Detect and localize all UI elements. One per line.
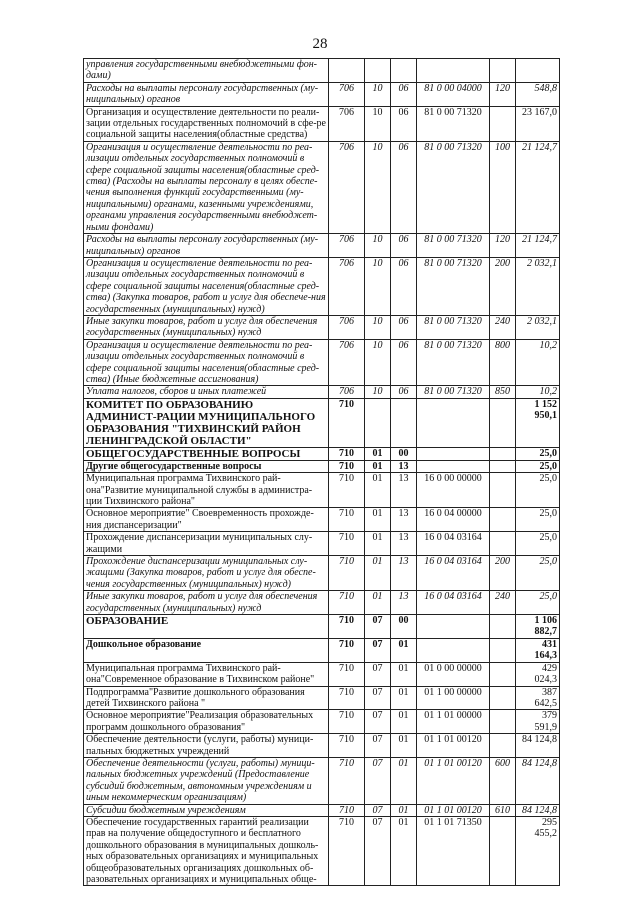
section-code: 10 xyxy=(365,339,391,386)
ministry-code: 710 xyxy=(329,686,365,710)
amount: 23 167,0 xyxy=(516,106,560,141)
subsection-code xyxy=(391,398,417,447)
ministry-code: 710 xyxy=(329,638,365,662)
ministry-code: 710 xyxy=(329,532,365,556)
target-article-code: 01 1 00 00000 xyxy=(417,686,490,710)
table-row xyxy=(84,447,560,460)
row-name: Обеспечение деятельности (услуги, работы) муници-пальных бюджетных учреждений (Предоставление субсидий бюджетным, автономным учреждениям и иным некоммерческим организациям) xyxy=(84,757,329,804)
amount: 25,0 xyxy=(516,591,560,615)
ministry-code: 710 xyxy=(329,816,365,885)
target-article-code: 81 0 00 71320 xyxy=(417,234,490,258)
expense-type-code: 240 xyxy=(490,315,516,339)
amount: 2 032,1 xyxy=(516,315,560,339)
table-row xyxy=(84,59,560,83)
subsection-code: 01 xyxy=(391,734,417,758)
ministry-code: 710 xyxy=(329,473,365,508)
table-row xyxy=(84,532,560,556)
amount: 548,8 xyxy=(516,82,560,106)
table-row xyxy=(84,591,560,615)
subsection-code: 06 xyxy=(391,257,417,315)
ministry-code: 710 xyxy=(329,447,365,460)
section-code: 10 xyxy=(365,257,391,315)
target-article-code: 81 0 00 71320 xyxy=(417,141,490,233)
target-article-code: 16 0 00 00000 xyxy=(417,473,490,508)
subsection-code: 06 xyxy=(391,234,417,258)
ministry-code: 706 xyxy=(329,315,365,339)
target-article-code xyxy=(417,460,490,472)
subsection-code: 00 xyxy=(391,615,417,639)
ministry-code: 710 xyxy=(329,460,365,472)
subsection-code: 13 xyxy=(391,591,417,615)
ministry-code: 706 xyxy=(329,386,365,398)
target-article-code: 81 0 00 04000 xyxy=(417,82,490,106)
table-row xyxy=(84,473,560,508)
target-article-code: 16 0 04 00000 xyxy=(417,508,490,532)
row-name: Организация и осуществление деятельности по реа-лизации отдельных государственных полномочий в сфере социальной защиты населения(областные сред-ства) (Закупка товаров, работ и услуг для обеспече-ния государственных (муниципальных) нужд) xyxy=(84,257,329,315)
expense-type-code: 120 xyxy=(490,234,516,258)
amount: 25,0 xyxy=(516,473,560,508)
subsection-code: 00 xyxy=(391,447,417,460)
row-name: Основное мероприятие"Реализация образовательных программ дошкольного образования" xyxy=(84,710,329,734)
subsection-code: 01 xyxy=(391,816,417,885)
amount: 21 124,7 xyxy=(516,141,560,233)
table-row xyxy=(84,508,560,532)
section-code: 10 xyxy=(365,82,391,106)
row-name: ОБРАЗОВАНИЕ xyxy=(84,615,329,639)
target-article-code: 16 0 04 03164 xyxy=(417,591,490,615)
expense-type-code: 800 xyxy=(490,339,516,386)
ministry-code: 710 xyxy=(329,508,365,532)
row-name: КОМИТЕТ ПО ОБРАЗОВАНИЮ АДМИНИСТ-РАЦИИ МУНИЦИПАЛЬНОГО ОБРАЗОВАНИЯ "ТИХВИНСКИЙ РАЙОН ЛЕНИНГРАДСКОЙ ОБЛАСТИ" xyxy=(84,398,329,447)
table-row xyxy=(84,734,560,758)
section-code: 07 xyxy=(365,686,391,710)
section-code: 01 xyxy=(365,460,391,472)
row-name: Обеспечение деятельности (услуги, работы) муници-пальных бюджетных учреждений xyxy=(84,734,329,758)
target-article-code: 81 0 00 71320 xyxy=(417,386,490,398)
section-code: 01 xyxy=(365,532,391,556)
budget-table xyxy=(83,58,560,886)
section-code: 07 xyxy=(365,816,391,885)
amount: 429 024,3 xyxy=(516,662,560,686)
target-article-code xyxy=(417,398,490,447)
table-row xyxy=(84,398,560,447)
target-article-code: 81 0 00 71320 xyxy=(417,339,490,386)
expense-type-code xyxy=(490,686,516,710)
table-row xyxy=(84,82,560,106)
ministry-code: 710 xyxy=(329,710,365,734)
ministry-code: 706 xyxy=(329,339,365,386)
target-article-code xyxy=(417,59,490,83)
subsection-code: 01 xyxy=(391,662,417,686)
table-row xyxy=(84,315,560,339)
subsection-code: 13 xyxy=(391,556,417,591)
section-code: 07 xyxy=(365,615,391,639)
subsection-code: 01 xyxy=(391,638,417,662)
expense-type-code xyxy=(490,662,516,686)
ministry-code: 706 xyxy=(329,257,365,315)
row-name: управления государственными внебюджетными фон-дами) xyxy=(84,59,329,83)
expense-type-code: 600 xyxy=(490,757,516,804)
target-article-code xyxy=(417,615,490,639)
expense-type-code xyxy=(490,106,516,141)
section-code: 07 xyxy=(365,710,391,734)
expense-type-code xyxy=(490,59,516,83)
section-code: 01 xyxy=(365,447,391,460)
row-name: Расходы на выплаты персоналу государственных (му-ниципальных) органов xyxy=(84,234,329,258)
table-row xyxy=(84,460,560,472)
page-number: 28 xyxy=(312,36,328,52)
amount: 84 124,8 xyxy=(516,757,560,804)
section-code: 10 xyxy=(365,106,391,141)
expense-type-code xyxy=(490,398,516,447)
subsection-code: 06 xyxy=(391,141,417,233)
table-row xyxy=(84,816,560,885)
section-code: 10 xyxy=(365,315,391,339)
row-name: Иные закупки товаров, работ и услуг для обеспечения государственных (муниципальных) нужд xyxy=(84,591,329,615)
amount: 10,2 xyxy=(516,339,560,386)
expense-type-code xyxy=(490,615,516,639)
row-name: Прохождение диспансеризации муниципальных слу-жащими xyxy=(84,532,329,556)
subsection-code: 06 xyxy=(391,82,417,106)
subsection-code: 01 xyxy=(391,710,417,734)
ministry-code: 706 xyxy=(329,234,365,258)
ministry-code: 710 xyxy=(329,804,365,816)
target-article-code xyxy=(417,447,490,460)
target-article-code: 01 0 00 00000 xyxy=(417,662,490,686)
ministry-code: 710 xyxy=(329,734,365,758)
target-article-code: 01 1 01 71350 xyxy=(417,816,490,885)
amount: 25,0 xyxy=(516,556,560,591)
section-code: 01 xyxy=(365,556,391,591)
amount: 25,0 xyxy=(516,447,560,460)
subsection-code: 13 xyxy=(391,473,417,508)
table-row xyxy=(84,257,560,315)
amount: 84 124,8 xyxy=(516,734,560,758)
expense-type-code xyxy=(490,460,516,472)
subsection-code: 01 xyxy=(391,804,417,816)
subsection-code: 06 xyxy=(391,106,417,141)
section-code: 01 xyxy=(365,591,391,615)
section-code: 01 xyxy=(365,473,391,508)
amount: 379 591,9 xyxy=(516,710,560,734)
ministry-code: 706 xyxy=(329,106,365,141)
expense-type-code xyxy=(490,473,516,508)
expense-type-code xyxy=(490,734,516,758)
section-code: 07 xyxy=(365,734,391,758)
ministry-code: 710 xyxy=(329,556,365,591)
row-name: Другие общегосударственные вопросы xyxy=(84,460,329,472)
amount: 1 106 882,7 xyxy=(516,615,560,639)
expense-type-code xyxy=(490,710,516,734)
row-name: Основное мероприятие" Своевременность прохожде-ния диспансеризации" xyxy=(84,508,329,532)
row-name: ОБЩЕГОСУДАРСТВЕННЫЕ ВОПРОСЫ xyxy=(84,447,329,460)
subsection-code: 01 xyxy=(391,757,417,804)
section-code: 07 xyxy=(365,662,391,686)
ministry-code: 710 xyxy=(329,662,365,686)
amount: 387 642,5 xyxy=(516,686,560,710)
amount: 2 032,1 xyxy=(516,257,560,315)
ministry-code: 710 xyxy=(329,398,365,447)
row-name: Организация и осуществление деятельности по реа-лизации отдельных государственных полномочий в сфере социальной защиты населения(областные сред-ства) (Иные бюджетные ассигнования) xyxy=(84,339,329,386)
table-row xyxy=(84,710,560,734)
section-code xyxy=(365,59,391,83)
amount: 21 124,7 xyxy=(516,234,560,258)
target-article-code: 81 0 00 71320 xyxy=(417,315,490,339)
amount: 84 124,8 xyxy=(516,804,560,816)
section-code: 01 xyxy=(365,508,391,532)
row-name: Прохождение диспансеризации муниципальных слу-жащими (Закупка товаров, работ и услуг для обеспе-чения государственных (муниципальных) нужд) xyxy=(84,556,329,591)
subsection-code: 01 xyxy=(391,686,417,710)
target-article-code: 01 1 01 00120 xyxy=(417,757,490,804)
table-row xyxy=(84,662,560,686)
expense-type-code: 100 xyxy=(490,141,516,233)
target-article-code: 81 0 00 71320 xyxy=(417,257,490,315)
target-article-code: 16 0 04 03164 xyxy=(417,556,490,591)
row-name: Подпрограмма"Развитие дошкольного образования детей Тихвинского района " xyxy=(84,686,329,710)
section-code: 07 xyxy=(365,804,391,816)
expense-type-code: 120 xyxy=(490,82,516,106)
section-code: 10 xyxy=(365,234,391,258)
row-name: Муниципальная программа Тихвинского рай-она"Современное образование в Тихвинском районе" xyxy=(84,662,329,686)
ministry-code xyxy=(329,59,365,83)
subsection-code: 06 xyxy=(391,315,417,339)
table-row xyxy=(84,556,560,591)
expense-type-code: 200 xyxy=(490,257,516,315)
section-code: 07 xyxy=(365,757,391,804)
row-name: Иные закупки товаров, работ и услуг для обеспечения государственных (муниципальных) нужд xyxy=(84,315,329,339)
target-article-code: 01 1 01 00120 xyxy=(417,734,490,758)
section-code: 07 xyxy=(365,638,391,662)
expense-type-code: 850 xyxy=(490,386,516,398)
table-row xyxy=(84,615,560,639)
expense-type-code xyxy=(490,508,516,532)
expense-type-code xyxy=(490,816,516,885)
amount: 295 455,2 xyxy=(516,816,560,885)
table-row xyxy=(84,141,560,233)
amount: 25,0 xyxy=(516,532,560,556)
ministry-code: 706 xyxy=(329,141,365,233)
section-code: 10 xyxy=(365,141,391,233)
expense-type-code xyxy=(490,638,516,662)
row-name: Организация и осуществление деятельности по реали-зации отдельных государственных полномочий в сфе-ре социальной защиты населения(областные средства) xyxy=(84,106,329,141)
amount: 431 164,3 xyxy=(516,638,560,662)
expense-type-code xyxy=(490,447,516,460)
table-row xyxy=(84,386,560,398)
target-article-code: 01 1 01 00000 xyxy=(417,710,490,734)
expense-type-code: 200 xyxy=(490,556,516,591)
target-article-code: 16 0 04 03164 xyxy=(417,532,490,556)
ministry-code: 710 xyxy=(329,757,365,804)
table-row xyxy=(84,638,560,662)
row-name: Уплата налогов, сборов и иных платежей xyxy=(84,386,329,398)
table-row xyxy=(84,234,560,258)
ministry-code: 710 xyxy=(329,591,365,615)
amount xyxy=(516,59,560,83)
subsection-code xyxy=(391,59,417,83)
subsection-code: 06 xyxy=(391,339,417,386)
table-row xyxy=(84,106,560,141)
expense-type-code: 610 xyxy=(490,804,516,816)
table-row xyxy=(84,757,560,804)
ministry-code: 706 xyxy=(329,82,365,106)
row-name: Субсидии бюджетным учреждениям xyxy=(84,804,329,816)
row-name: Расходы на выплаты персоналу государственных (му-ниципальных) органов xyxy=(84,82,329,106)
subsection-code: 06 xyxy=(391,386,417,398)
section-code: 10 xyxy=(365,386,391,398)
target-article-code: 81 0 00 71320 xyxy=(417,106,490,141)
expense-type-code xyxy=(490,532,516,556)
row-name: Муниципальная программа Тихвинского рай-она"Развитие муниципальной службы в администра-ции Тихвинского района" xyxy=(84,473,329,508)
subsection-code: 13 xyxy=(391,532,417,556)
expense-type-code: 240 xyxy=(490,591,516,615)
amount: 1 152 950,1 xyxy=(516,398,560,447)
amount: 25,0 xyxy=(516,508,560,532)
target-article-code xyxy=(417,638,490,662)
row-name: Обеспечение государственных гарантий реализации прав на получение общедоступного и бесплатного дошкольного образования в муниципальных дошколь-ных образовательных организациях и муниципальных общеобразовательных организациях дошкольных об-разовательных организациях и муниципальных обще- xyxy=(84,816,329,885)
row-name: Дошкольное образование xyxy=(84,638,329,662)
amount: 25,0 xyxy=(516,460,560,472)
section-code xyxy=(365,398,391,447)
ministry-code: 710 xyxy=(329,615,365,639)
table-row xyxy=(84,339,560,386)
subsection-code: 13 xyxy=(391,508,417,532)
table-row xyxy=(84,686,560,710)
row-name: Организация и осуществление деятельности по реа-лизации отдельных государственных полномочий в сфере социальной защиты населения(областные сред-ства) (Расходы на выплаты персоналу в целях обеспе-чения выполнения функций государственными (му-ниципальными) органами, казенными учреждениями, органами управления государственными внебюджет-ными фондами) xyxy=(84,141,329,233)
table-row xyxy=(84,804,560,816)
amount: 10,2 xyxy=(516,386,560,398)
target-article-code: 01 1 01 00120 xyxy=(417,804,490,816)
subsection-code: 13 xyxy=(391,460,417,472)
